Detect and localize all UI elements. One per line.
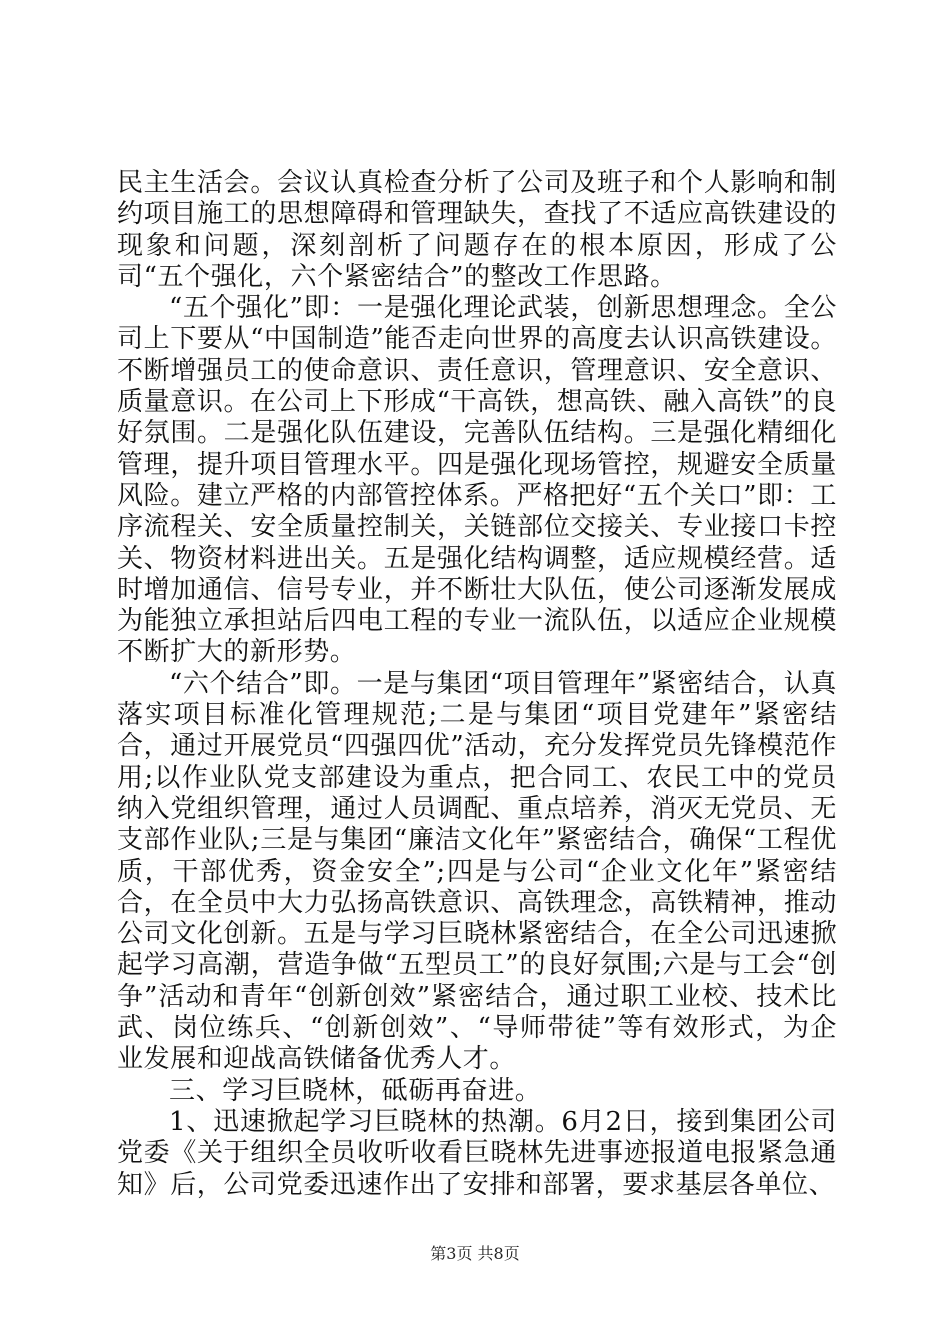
paragraph-learning-campaign: 1、迅速掀起学习巨晓林的热潮。6月2日，接到集团公司党委《关于组织全员收听收看巨晓林先进事迹报道电报紧急通知》后，公司党委迅速作出了安排和部署，要求基层各单位、 — [117, 1106, 837, 1200]
paragraph-six-combine: “六个结合”即。一是与集团“项目管理年”紧密结合，认真落实项目标准化管理规范;二是与集团“项目党建年”紧密结合，通过开展党员“四强四优”活动，充分发挥党员先锋模范作用;以作业队党支部建设为重点，把合同工、农民工中的党员纳入党组织管理，通过人员调配、重点培养，消灭无党员、无支部作业队;三是与集团“廉洁文化年”紧密结合，确保“工程优质，干部优秀，资金安全”;四是与公司“企业文化年”紧密结合，在全员中大力弘扬高铁意识、高铁理念，高铁精神，推动公司文化创新。五是与学习巨晓林紧密结合，在全公司迅速掀起学习高潮，营造争做“五型员工”的良好氛围;六是与工会“创争”活动和青年“创新创效”紧密结合，通过职工业校、技术比武、岗位练兵、“创新创效”、“导师带徒”等有效形式，为企业发展和迎战高铁储备优秀人才。 — [117, 668, 837, 1075]
document-body — [117, 168, 837, 1201]
page-footer: 第3页 共8页 — [430, 1244, 520, 1263]
paragraph-five-strengthen: “五个强化”即：一是强化理论武装，创新思想理念。全公司上下要从“中国制造”能否走向世界的高度去认识高铁建设。不断增强员工的使命意识、责任意识，管理意识、安全意识、质量意识。在公司上下形成“干高铁，想高铁、融入高铁”的良好氛围。二是强化队伍建设，完善队伍结构。三是强化精细化管理，提升项目管理水平。四是强化现场管控，规避安全质量风险。建立严格的内部管控体系。严格把好“五个关口”即：工序流程关、安全质量控制关，关链部位交接关、专业接口卡控关、物资材料进出关。五是强化结构调整，适应规模经营。适时增加通信、信号专业，并不断壮大队伍，使公司逐渐发展成为能独立承担站后四电工程的专业一流队伍，以适应企业规模不断扩大的新形势。 — [117, 293, 837, 668]
section-heading-three: 三、学习巨晓林，砥砺再奋进。 — [169, 1075, 542, 1106]
paragraph-continuation: 民主生活会。会议认真检查分析了公司及班子和个人影响和制约项目施工的思想障碍和管理缺失，查找了不适应高铁建设的现象和问题，深刻剖析了问题存在的根本原因，形成了公司“五个强化，六个紧密结合”的整改工作思路。 — [117, 168, 837, 292]
